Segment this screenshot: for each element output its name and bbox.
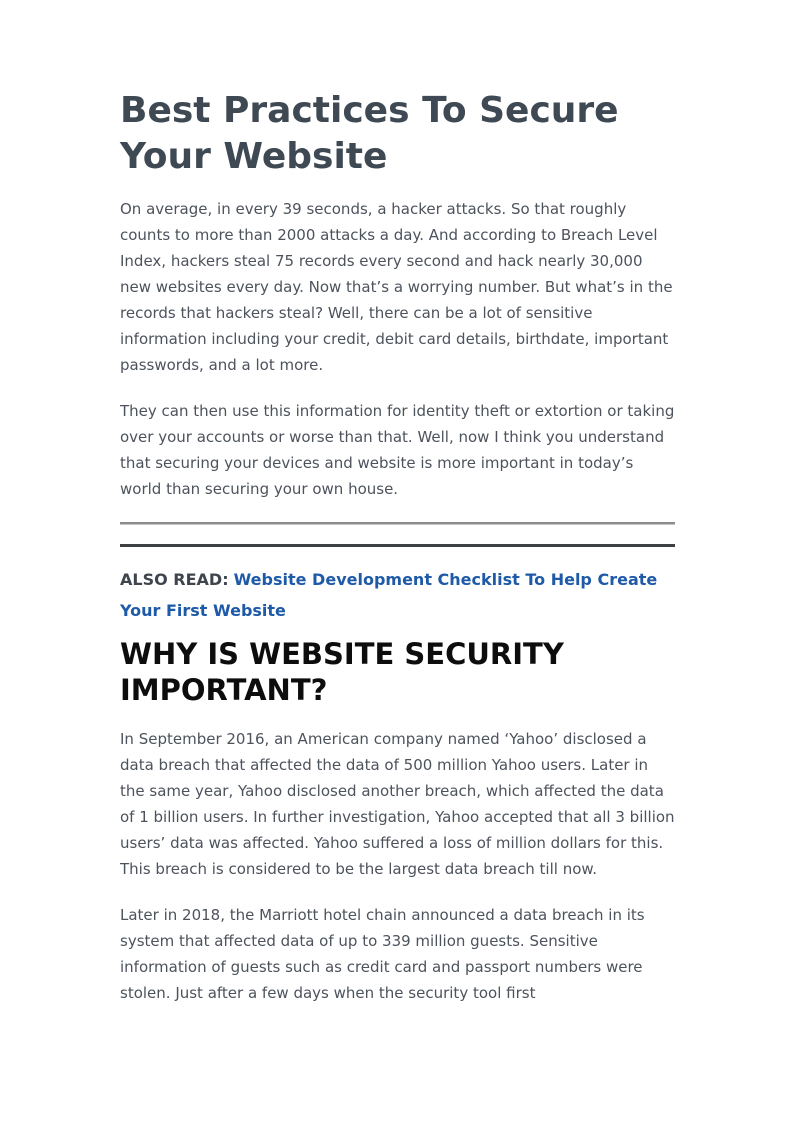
intro-paragraph-1: On average, in every 39 seconds, a hacker attacks. So that roughly counts to more than 2000 attacks a day. And according to Breach Level Index, hackers steal 75 records every second and hack nearly 30,000 new websites every day. Now that’s a worrying number. But what’s in the records that hackers steal? Well, there can be a lot of sensitive information including your credit, debit card details, birthdate, important passwords, and a lot more. <box>120 200 673 374</box>
divider-light <box>120 522 675 525</box>
intro-paragraph-2: They can then use this information for identity theft or extortion or taking over your accounts or worse than that. Well, now I think you understand that securing your devices and website is more important in today’s world than securing your own house. <box>120 402 675 498</box>
section-paragraph-1: In September 2016, an American company named ‘Yahoo’ disclosed a data breach that affected the data of 500 million Yahoo users. Later in the same year, Yahoo disclosed another breach, which affected the data of 1 billion users. In further investigation, Yahoo accepted that all 3 billion users’ data was affected. Yahoo suffered a loss of million dollars for this. This breach is considered to be the largest data breach till now. <box>120 730 675 878</box>
section-paragraph-2: Later in 2018, the Marriott hotel chain announced a data breach in its system that affected data of up to 339 million guests. Sensitive information of guests such as credit card and passport numbers were stolen. Just after a few days when the security tool first <box>120 906 645 1002</box>
article-title: Best Practices To Secure Your Website <box>120 90 619 177</box>
also-read-block <box>120 564 675 626</box>
divider-dark <box>120 544 675 547</box>
also-read-label: ALSO READ: <box>120 570 229 589</box>
also-read-link[interactable]: Website Development Checklist To Help Create Your First Website <box>120 570 658 620</box>
section-heading: WHY IS WEBSITE SECURITY IMPORTANT? <box>120 637 564 707</box>
